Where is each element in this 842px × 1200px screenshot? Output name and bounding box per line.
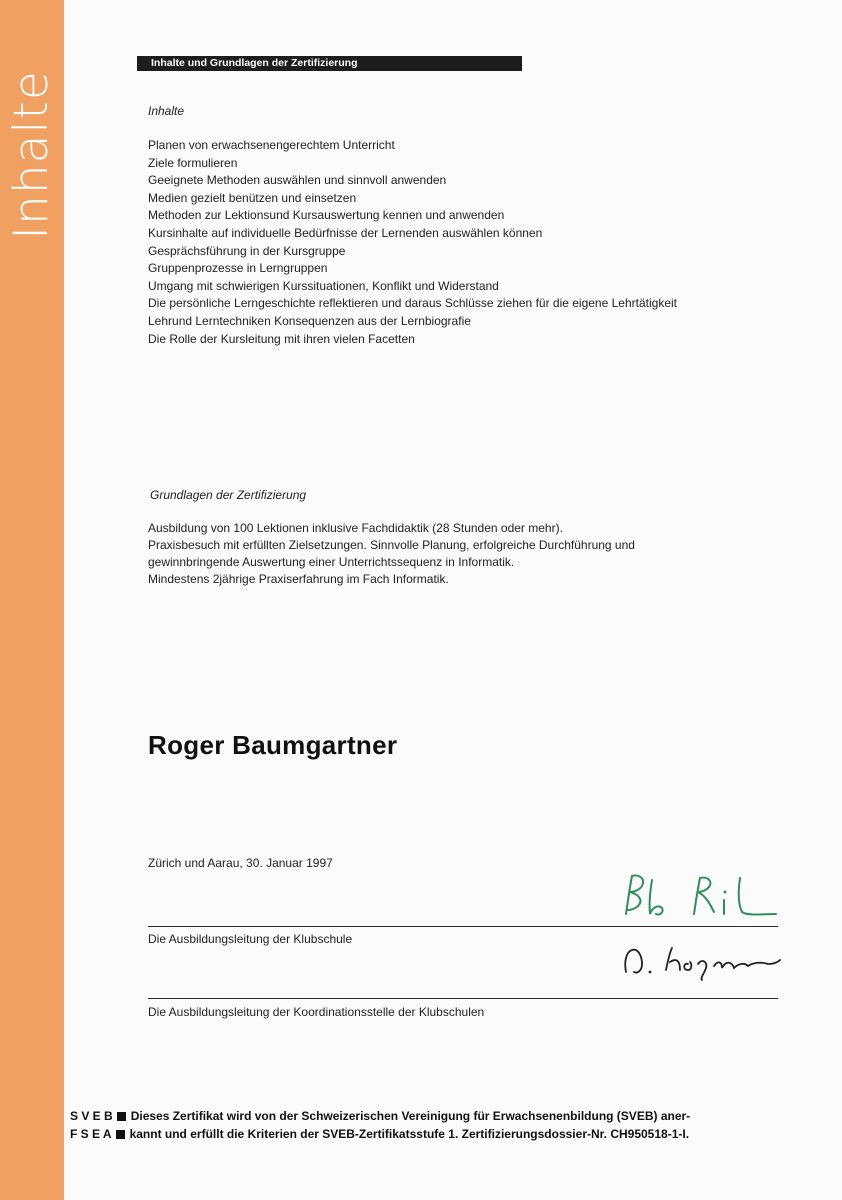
- signature-label-2: Die Ausbildungsleitung der Koordinationsstelle der Klubschulen: [148, 1005, 485, 1019]
- sveb-logo: [70, 1107, 126, 1125]
- logo-text: F S E A: [70, 1127, 112, 1141]
- signature-line-1: [148, 926, 778, 927]
- grundlagen-line: Ausbildung von 100 Lektionen inklusive Fachdidaktik (28 Stunden oder mehr).: [148, 521, 563, 535]
- list-item: Planen von erwachsenengerechtem Unterricht: [148, 138, 395, 152]
- inhalte-title: Inhalte: [148, 104, 185, 118]
- inhalte-list: [148, 137, 677, 348]
- grundlagen-line: Praxisbesuch mit erfüllten Zielsetzungen. Sinnvolle Planung, erfolgreiche Durchführung und: [148, 538, 635, 552]
- orange-side-bar: [0, 0, 64, 1200]
- list-item: Die persönliche Lerngeschichte reflektieren und daraus Schlüsse ziehen für die eigene Lehrtätigkeit: [148, 296, 677, 311]
- signature-1: [616, 870, 786, 926]
- list-item: Methoden zur Lektionsund Kursauswertung kennen und anwenden: [148, 208, 505, 223]
- footer-row-2: [70, 1125, 830, 1143]
- recipient-name: Roger Baumgartner: [148, 730, 398, 760]
- logo-text: S V E B: [70, 1109, 113, 1123]
- list-item: Ziele formulieren: [148, 155, 238, 170]
- logo-square-icon: [117, 1112, 126, 1121]
- list-item: Lehrund Lerntechniken Konsequenzen aus der Lernbiografie: [148, 313, 471, 328]
- grundlagen-text: [148, 520, 768, 588]
- fsea-logo: [70, 1125, 125, 1143]
- grundlagen-line: Mindestens 2jährige Praxiserfahrung im Fach Informatik.: [148, 572, 449, 586]
- list-item: Medien gezielt benützen und einsetzen: [148, 190, 357, 205]
- list-item: Umgang mit schwierigen Kurssituationen, Konflikt und Widerstand: [148, 278, 499, 293]
- signature-2: [618, 940, 788, 984]
- list-item: Kursinhalte auf individuelle Bedürfnisse der Lernenden auswählen können: [148, 225, 543, 240]
- list-item: Geeignete Methoden auswählen und sinnvoll anwenden: [148, 173, 447, 188]
- signature-line-2: [148, 998, 778, 999]
- grundlagen-title: Grundlagen der Zertifizierung: [150, 488, 307, 502]
- list-item: Gesprächsführung in der Kursgruppe: [148, 243, 346, 258]
- footer-line-2: kannt und erfüllt die Kriterien der SVEB-Zertifikatsstufe 1. Zertifizierungsdossier-Nr. CH950518-1-I.: [129, 1127, 690, 1141]
- place-date: Zürich und Aarau, 30. Januar 1997: [148, 856, 333, 870]
- grundlagen-line: gewinnbringende Auswertung einer Unterrichtssequenz in Informatik.: [148, 555, 515, 569]
- logo-square-icon: [116, 1130, 125, 1139]
- list-item: Gruppenprozesse in Lerngruppen: [148, 261, 328, 276]
- footer-line-1: Dieses Zertifikat wird von der Schweizerischen Vereinigung für Erwachsenenbildung (SVEB) aner-: [130, 1109, 691, 1123]
- signature-label-1: Die Ausbildungsleitung der Klubschule: [148, 932, 353, 946]
- footer-notice: [70, 1107, 830, 1143]
- footer-row-1: [70, 1107, 830, 1125]
- list-item: Die Rolle der Kursleitung mit ihren vielen Facetten: [148, 331, 415, 346]
- section-header-bar: Inhalte und Grundlagen der Zertifizierung: [137, 56, 522, 71]
- side-label: Inhalte: [4, 70, 59, 240]
